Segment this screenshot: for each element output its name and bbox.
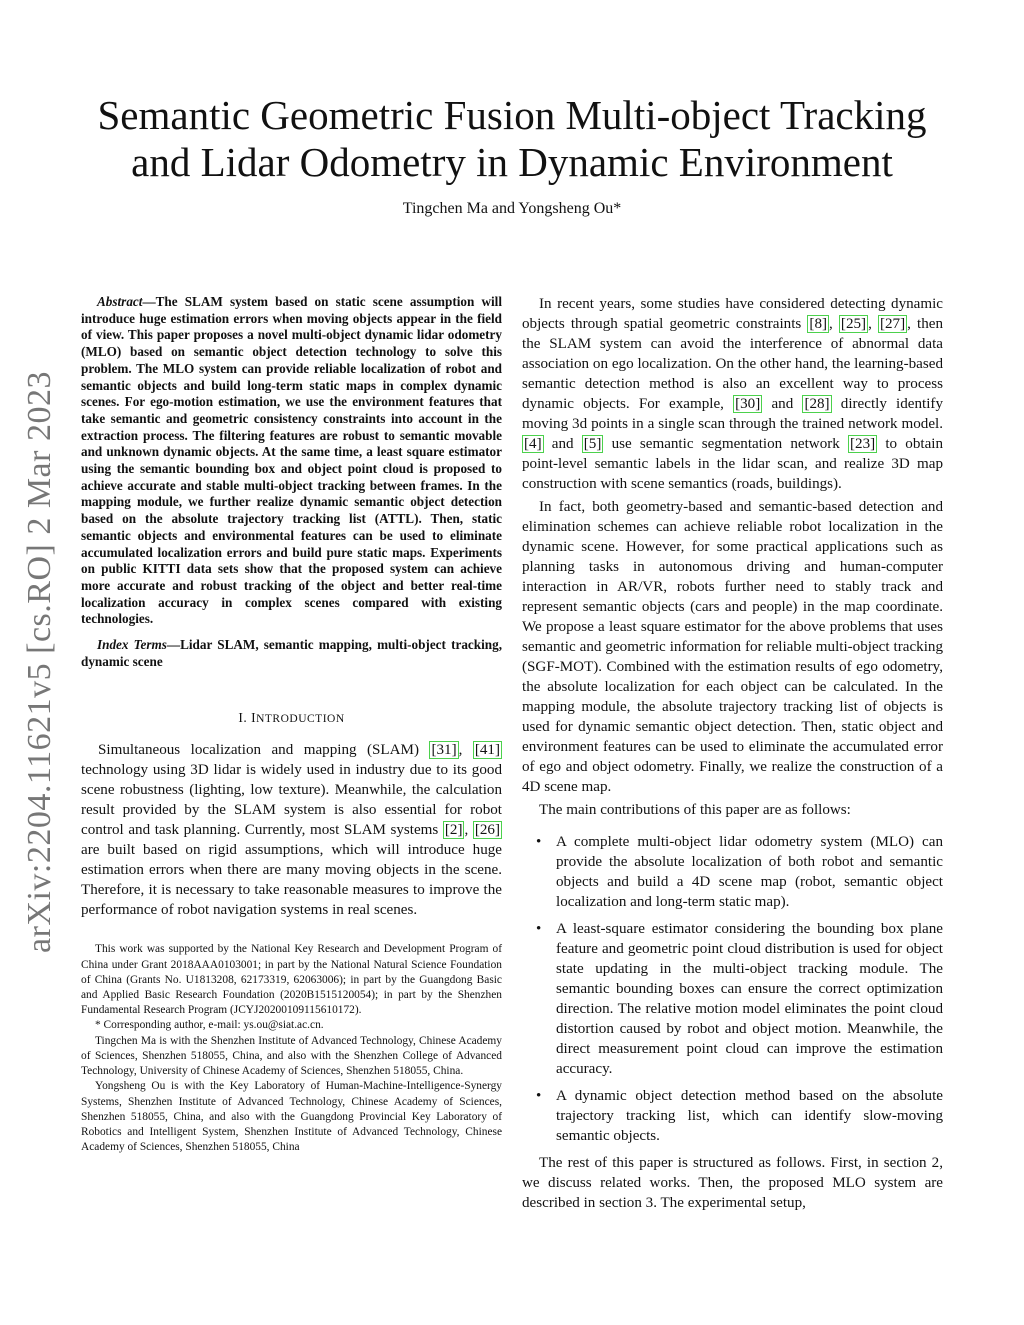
citation-link[interactable]: [25]	[840, 316, 867, 332]
bullet-icon: •	[536, 834, 542, 850]
citation-link[interactable]: [4]	[524, 436, 542, 452]
intro-paragraph-2: In recent years, some studies have considered detecting dynamic objects through spatial geometric constraints [8] , [25] , [27] , then the SLAM system can avoid the interference of abnormal data association on ego localization. On the other hand, the learning-based semantic detection method is also an excellent way to process dynamic objects. For example, [30] and [28] directly identify moving 3d points in a single scan through the trained network model. [4] and [5] use semantic segmentation network [23] to obtain point-level semantic labels in the lidar scan, and realize 3D map construction with scene semantics (roads, buildings).	[522, 296, 944, 492]
section-heading-introduction	[81, 710, 502, 726]
bullet-icon: •	[536, 921, 542, 937]
citation-link[interactable]: [8]	[809, 316, 828, 332]
title-line-1: Semantic Geometric Fusion Multi-object Tracking	[97, 92, 927, 138]
title-line-2: and Lidar Odometry in Dynamic Environment	[131, 139, 893, 185]
citation-link[interactable]: [31]	[431, 742, 457, 759]
citation-link[interactable]: [28]	[804, 396, 830, 412]
left-column	[81, 294, 502, 1155]
list-item: • A complete multi-object lidar odometry system (MLO) can provide the absolute localization of both robot and semantic objects and build a 4D scene map (robot, semantic object localization and long-term static map).	[536, 834, 943, 910]
citation-link[interactable]: [2]	[444, 822, 463, 839]
paper-title	[80, 92, 944, 186]
citation-link[interactable]: [23]	[850, 436, 876, 452]
footnote-author-2: Yongsheng Ou is with the Key Laboratory of Human-Machine-Intelligence-Synergy Systems, Shenzhen Institute of Advanced Technology, Chinese Academy of Sciences, Shenzhen 518055, China, and also with the Guangdong Provincial Key Laboratory of Robotics and Intelligent System, Shenzhen Institute of Advanced Technology, Chinese Academy of Sciences, Shenzhen 518055, China	[81, 1080, 502, 1154]
contributions-list	[522, 832, 943, 1146]
intro-paragraph-1: Simultaneous localization and mapping (SLAM) [31] , [41] technology using 3D lidar is widely used in industry due to its good scene robustness (lighting, low texture). Meanwhile, the calculation result provided by the SLAM system is also essential for robot control and task planning. Currently, most SLAM systems [2] , [26] are built based on rigid assumptions, which will introduce huge estimation errors when there are many moving objects in the scene. Therefore, it is necessary to take reasonable measures to improve the performance of robot navigation systems in real scenes.	[81, 742, 502, 919]
list-item: • A dynamic object detection method based on the absolute trajectory tracking list, which can identify slow-moving semantic objects.	[536, 1088, 943, 1144]
citation-link[interactable]: [27]	[879, 316, 906, 332]
citation-link[interactable]: [41]	[474, 742, 500, 759]
intro-paragraph-3: In fact, both geometry-based and semantic-based detection and elimination schemes can achieve reliable robot localization in the dynamic scene. However, for some practical applications such as planning tasks in autonomous driving and human-computer interaction in AR/VR, robots further need to stably track and represent semantic objects (cars and people) in the map coordinate. We propose a least square estimator for the above problems that uses semantic and geometric information for reliable multi-object tracking (SGF-MOT). Combined with the estimation results of ego odometry, the absolute localization for each object can be calculated. In the mapping module, the absolute trajectory tracking list of objects is used for dynamic semantic object detection. Then, static object and environment features can be used to eliminate the accumulated error of ego and object odometry. Finally, we realize the construction of a 4D scene map.	[522, 499, 943, 795]
contributions-intro: The main contributions of this paper are as follows:	[539, 802, 851, 818]
list-item: • A least-square estimator considering the bounding box plane feature and geometric point cloud distribution is used for object state updating in the multi-object tracking module. The semantic bounding boxes can ensure the correct optimization direction. The relative motion model eliminates the point cloud distortion caused by robot and object motion. Meanwhile, the direct measurement point cloud can improve the estimation accuracy.	[536, 921, 943, 1077]
index-terms	[81, 637, 502, 670]
abstract-label: Abstract	[97, 294, 143, 309]
citation-link[interactable]: [26]	[474, 822, 500, 839]
citation-link[interactable]: [30]	[735, 396, 761, 412]
abstract	[81, 294, 502, 628]
section-number: I.	[238, 710, 248, 726]
footnotes	[81, 942, 502, 1155]
authors: Tingchen Ma and Yongsheng Ou*	[402, 200, 622, 217]
abstract-text: —The SLAM system based on static scene assumption will introduce huge estimation errors when moving objects appear in the field of view. This paper proposes a novel multi-object dynamic lidar odometry (MLO) based on semantic object detection technology to solve this problem. The MLO system can provide reliable localization of robot and semantic objects and build long-term static maps in complex dynamic scenes. For ego-motion estimation, we use the environment features that take semantic and geometric consistency constraints into account in the extraction process. The filtering features are robust to semantic movable and unknown dynamic objects. At the same time, a least square estimator using the semantic bounding box and object point cloud is proposed to achieve accurate and stable multi-object tracking between frames. In the mapping module, we further realize dynamic semantic object detection based on the absolute trajectory tracking list (ATTL). Then, static semantic objects and environmental features can be used to eliminate accumulated localization errors and build pure static maps. Experiments on public KITTI data sets show that the proposed system can achieve more accurate and robust tracking of the object and better real-time localization accuracy in complex scenes compared with existing technologies.	[81, 294, 502, 627]
index-terms-label: Index Terms	[97, 637, 167, 653]
bullet-icon: •	[536, 1088, 542, 1104]
citation-link[interactable]: [5]	[583, 436, 602, 452]
arxiv-watermark: arXiv:2204.11621v5 [cs.RO] 2 Mar 2023	[21, 371, 58, 953]
index-terms-text: —Lidar SLAM, semantic mapping, multi-object tracking, dynamic scene	[81, 637, 502, 669]
section-title: INTRODUCTION	[251, 710, 345, 726]
footnote-corresponding: * Corresponding author, e-mail: ys.ou@siat.ac.cn.	[95, 1019, 324, 1032]
footnote-author-1: Tingchen Ma is with the Shenzhen Institute of Advanced Technology, Chinese Academy of Sciences, Shenzhen 518055, China, and also with the Shenzhen College of Advanced Technology, University of Chinese Academy of Sciences, Shenzhen 518055, China.	[81, 1034, 502, 1078]
right-column	[522, 294, 943, 1213]
footnote-funding: This work was supported by the National Key Research and Development Program of China under Grant 2018AAA0103001; in part by the National Natural Science Foundation of China (Grants No. U1813208, 62173319, 62063006); in part by the Guangdong Basic and Applied Basic Research Foundation (2020B1515120054); in part by the Shenzhen Fundamental Research Program (JCYJ20200109115610172).	[81, 943, 502, 1017]
intro-paragraph-structure: The rest of this paper is structured as follows. First, in section 2, we discuss related works. Then, the proposed MLO system are described in section 3. The experimental setup,	[522, 1155, 943, 1211]
